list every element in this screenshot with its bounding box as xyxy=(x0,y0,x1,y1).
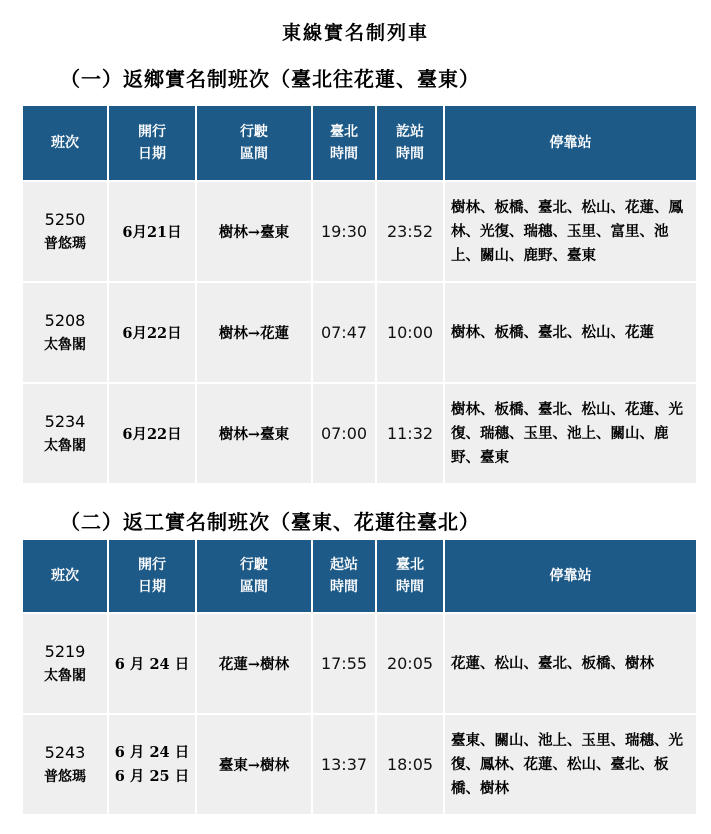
train-type: 太魯閣 xyxy=(44,667,86,684)
section-1-heading: （一）返鄉實名制班次（臺北往花蓮、臺東） xyxy=(60,67,480,91)
train-number: 5208 xyxy=(44,310,86,330)
page-title: 東線實名制列車 xyxy=(281,22,429,44)
schedule-table-2 xyxy=(21,538,698,816)
header-train: 班次 xyxy=(23,106,107,180)
stops-cell: 樹林、板橋、臺北、松山、花蓮、鳳林、光復、瑞穗、玉里、富里、池上、關山、鹿野、臺東 xyxy=(445,182,696,281)
train-number: 5250 xyxy=(44,209,86,229)
train-number: 5234 xyxy=(44,411,86,431)
time-1-cell: 07:47 xyxy=(313,283,375,382)
header-date-text: 開行 日期 xyxy=(138,124,166,162)
table-row xyxy=(23,384,696,483)
route-cell: 臺東→樹林 xyxy=(197,715,311,814)
train-cell xyxy=(23,182,107,281)
train-type: 普悠瑪 xyxy=(44,235,86,252)
date-cell: 6月22日 xyxy=(109,283,195,382)
header-stops: 停靠站 xyxy=(445,106,696,180)
header-time-2-text: 臺北 時間 xyxy=(396,557,424,595)
time-1-cell: 07:00 xyxy=(313,384,375,483)
table-row xyxy=(23,182,696,281)
header-stops: 停靠站 xyxy=(445,540,696,612)
stops-cell: 樹林、板橋、臺北、松山、花蓮、光復、瑞穗、玉里、池上、關山、鹿野、臺東 xyxy=(445,384,696,483)
route-cell: 樹林→花蓮 xyxy=(197,283,311,382)
header-time-1-text: 臺北 時間 xyxy=(330,124,358,162)
header-time-1 xyxy=(313,540,375,612)
table-header-row xyxy=(23,106,696,180)
time-1-cell: 17:55 xyxy=(313,614,375,713)
header-route xyxy=(197,540,311,612)
header-train: 班次 xyxy=(23,540,107,612)
header-route-text: 行駛 區間 xyxy=(240,557,268,595)
date-cell: 6月21日 xyxy=(109,182,195,281)
train-cell xyxy=(23,614,107,713)
time-1-cell: 19:30 xyxy=(313,182,375,281)
table-row xyxy=(23,715,696,814)
header-time-2 xyxy=(377,106,443,180)
train-cell xyxy=(23,283,107,382)
date-cell: 6月22日 xyxy=(109,384,195,483)
schedule-table-1 xyxy=(21,104,698,485)
table-row xyxy=(23,283,696,382)
header-route-text: 行駛 區間 xyxy=(240,124,268,162)
route-cell: 樹林→臺東 xyxy=(197,384,311,483)
train-type: 太魯閣 xyxy=(44,437,86,454)
header-date xyxy=(109,106,195,180)
train-type: 太魯閣 xyxy=(44,336,86,353)
header-time-1 xyxy=(313,106,375,180)
train-cell xyxy=(23,715,107,814)
train-cell xyxy=(23,384,107,483)
section-2-heading: （二）返工實名制班次（臺東、花蓮往臺北） xyxy=(60,510,480,534)
route-cell: 花蓮→樹林 xyxy=(197,614,311,713)
time-2-cell: 10:00 xyxy=(377,283,443,382)
stops-cell: 臺東、關山、池上、玉里、瑞穗、光復、鳳林、花蓮、松山、臺北、板橋、樹林 xyxy=(445,715,696,814)
table-row xyxy=(23,614,696,713)
stops-cell: 花蓮、松山、臺北、板橋、樹林 xyxy=(445,614,696,713)
time-2-cell: 20:05 xyxy=(377,614,443,713)
stops-cell: 樹林、板橋、臺北、松山、花蓮 xyxy=(445,283,696,382)
header-time-2 xyxy=(377,540,443,612)
time-1-cell: 13:37 xyxy=(313,715,375,814)
route-cell: 樹林→臺東 xyxy=(197,182,311,281)
train-number: 5219 xyxy=(44,641,86,661)
header-route xyxy=(197,106,311,180)
time-2-cell: 18:05 xyxy=(377,715,443,814)
header-date xyxy=(109,540,195,612)
time-2-cell: 23:52 xyxy=(377,182,443,281)
header-time-2-text: 訖站 時間 xyxy=(396,124,424,162)
table-header-row xyxy=(23,540,696,612)
train-number: 5243 xyxy=(44,742,86,762)
date-cell: 6 月 24 日 xyxy=(109,614,195,713)
header-time-1-text: 起站 時間 xyxy=(330,557,358,595)
header-date-text: 開行 日期 xyxy=(138,557,166,595)
time-2-cell: 11:32 xyxy=(377,384,443,483)
date-cell: 6 月 24 日 6 月 25 日 xyxy=(109,715,195,814)
train-type: 普悠瑪 xyxy=(44,768,86,785)
